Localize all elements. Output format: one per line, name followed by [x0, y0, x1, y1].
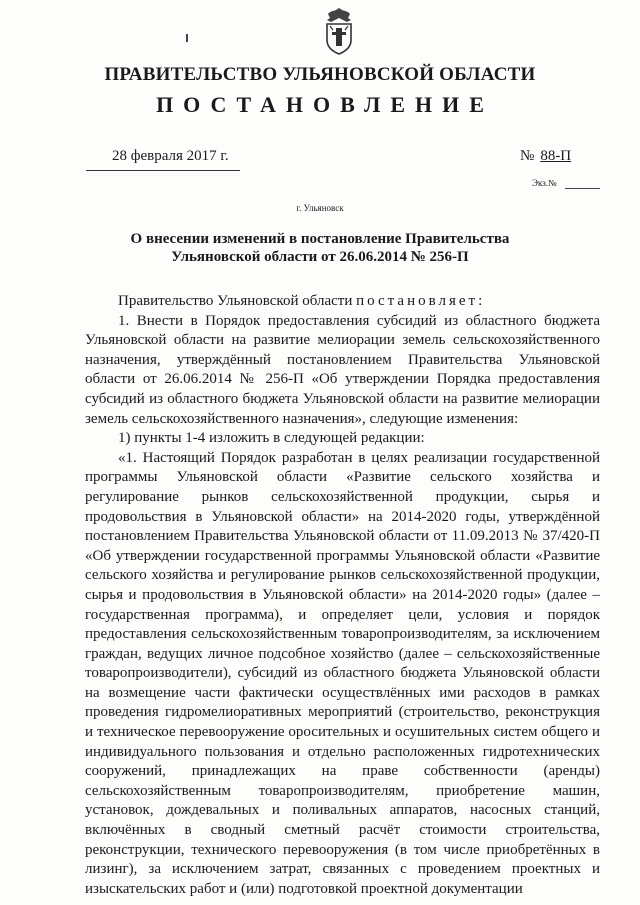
number-prefix: №	[520, 148, 535, 164]
intro-paragraph	[85, 292, 600, 312]
document-subject	[100, 230, 540, 266]
paragraph-3: «1. Настоящий Порядок разработан в целях реализации государственной программы Ульяновской области «Развитие сельского хозяйства и регулирование рынков сельскохозяйственной продукции, сырья и продовольствия в Ульяновской области» на 2014-2020 годы, утверждённой постановлением Правительства Ульяновской области от 11.09.2013 № 37/420-П «Об утверждении государственной программы Ульяновской области «Развитие сельского хозяйства и регулирование рынков сельскохозяйственной продукции, сырья и продовольствия в Ульяновской области» на 2014-2020 годы» (далее – государственная программа), и определяет цели, условия и порядок предоставления сельскохозяйственным товаропроизводителям, за исключением граждан, ведущих личное подсобное хозяйство (далее – сельскохозяйственные товаропроизводители), субсидий из областного бюджета Ульяновской области на возмещение части фактически осуществлённых ими расходов в рамках проведения гидромелиоративных мероприятий (строительство, реконструкция и техническое перевооружение оросительных и осушительных систем общего и индивидуального пользования и отдельно расположенных гидротехнических сооружений, принадлежащих на праве собственности (аренды) сельскохозяйственным товаропроизводителям, приобретение машин, установок, дождевальных и поливальных аппаратов, насосных станций, включённых в сводный сметный расчёт стоимости строительства, реконструкции, технического перевооружения (в том числе приобретённых в лизинг), за исключением затрат, связанных с проведением проектных и изыскательских работ и (или) подготовкой проектной документации	[85, 449, 600, 897]
margin-mark	[186, 34, 188, 42]
number-value: 88-П	[540, 148, 572, 164]
document-body	[85, 292, 600, 899]
intro-lead: Правительство Ульяновской области	[118, 293, 353, 309]
date-underline	[86, 170, 240, 171]
intro-end: :	[478, 293, 483, 309]
subject-line-1: О внесении изменений в постановление Правительства	[130, 231, 510, 247]
intro-spaced-word: постановляет	[356, 293, 479, 309]
copy-number-label: Экз.№	[532, 178, 557, 188]
paragraph-1: 1. Внести в Порядок предоставления субсидий из областного бюджета Ульяновской области на развитие мелиорации земель сельскохозяйственного назначения, утверждённый постановлением Правительства Ульяновской области от 26.06.2014 № 256-П «Об утверждении Порядка предоставления субсидий из областного бюджета Ульяновской области на развитие мелиорации земель сельскохозяйственного назначения», следующие изменения:	[85, 312, 600, 427]
document-number	[520, 148, 571, 165]
city-name: г. Ульяновск	[296, 203, 344, 213]
coat-of-arms-icon	[322, 6, 356, 56]
document-type-heading: ПОСТАНОВЛЕНИЕ	[156, 92, 494, 117]
government-title: ПРАВИТЕЛЬСТВО УЛЬЯНОВСКОЙ ОБЛАСТИ	[104, 64, 536, 85]
subject-line-2: Ульяновской области от 26.06.2014 № 256-П	[171, 249, 469, 265]
paragraph-2: 1) пункты 1-4 изложить в следующей редакции:	[118, 430, 425, 447]
copy-number-line	[565, 188, 600, 189]
document-date: 28 февраля 2017 г.	[112, 148, 229, 164]
